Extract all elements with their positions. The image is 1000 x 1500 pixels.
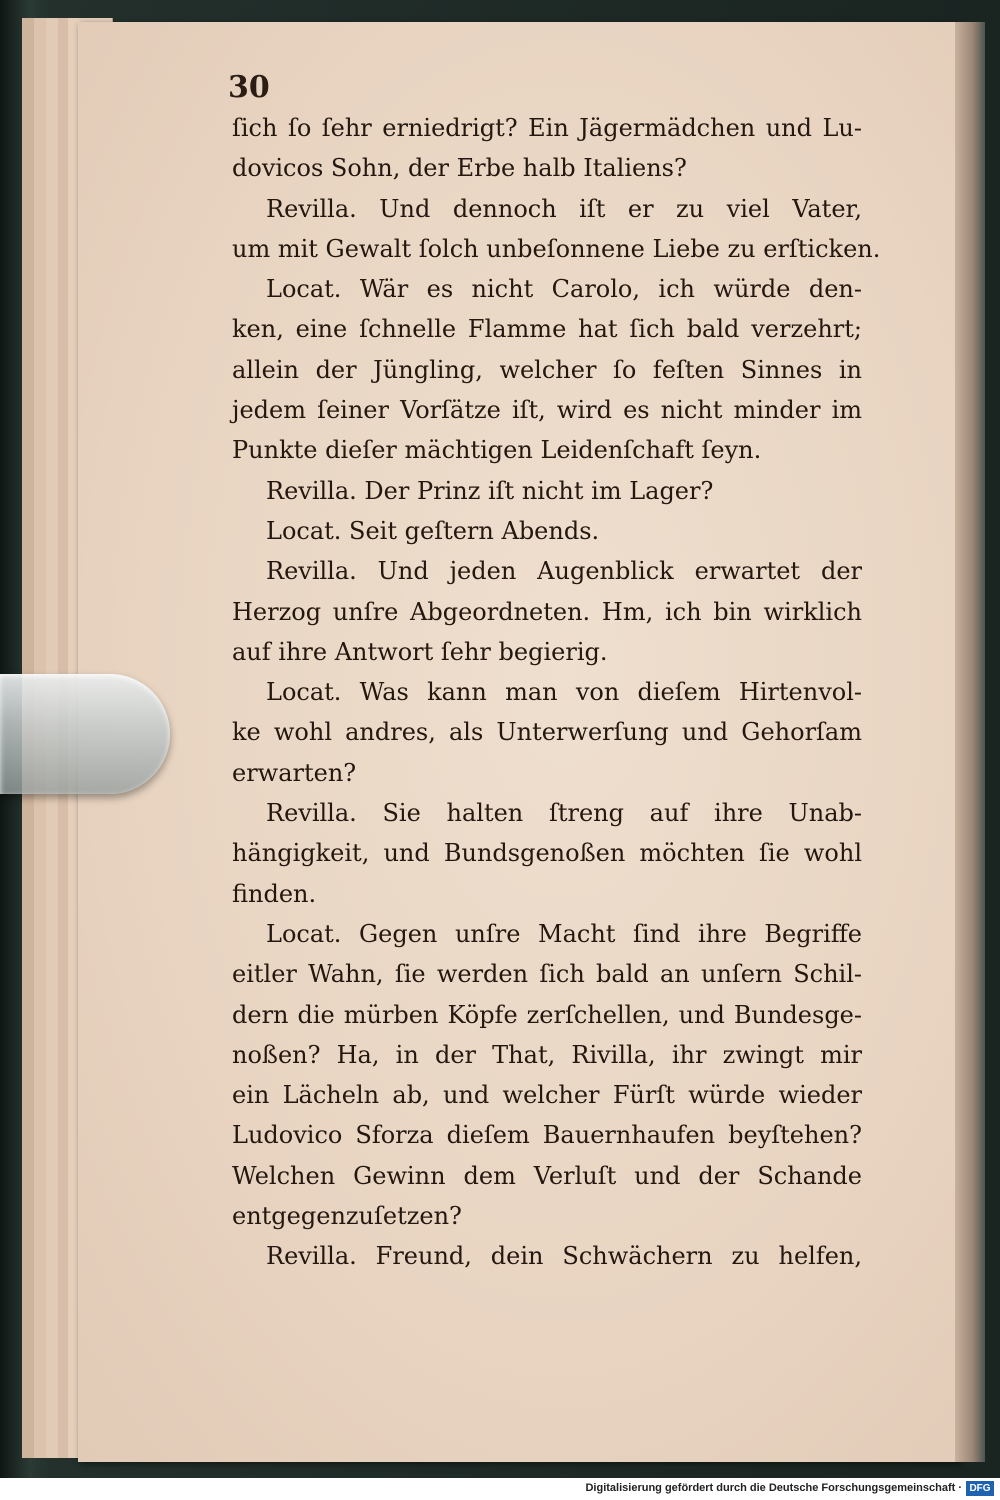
text-line: erwarten? [232, 758, 357, 787]
text-line: Revilla. Und jeden Augenblick erwartet der [266, 557, 862, 586]
text-line: Locat. Was kann man von dieſem Hirtenvol- [266, 678, 862, 707]
text-line: eitler Wahn, ſie werden ſich bald an unſern Schil- [232, 960, 862, 989]
text-line: Ludovico Sforza dieſem Bauernhaufen beyſtehen? [232, 1121, 862, 1150]
text-line: Locat. Wär es nicht Carolo, ich würde den- [266, 275, 862, 304]
text-line: allein der Jüngling, welcher ſo feſten Sinnes in [232, 355, 862, 384]
text-line: hängigkeit, und Bundsgenoßen möchten ſie wohl [232, 839, 862, 868]
page-holder-clip [0, 674, 170, 794]
text-line: ken, eine ſchnelle Flamme hat ſich bald verzehrt; [232, 315, 862, 344]
text-line: Revilla. Freund, dein Schwächern zu helfen, [266, 1242, 862, 1271]
text-line: um mit Gewalt ſolch unbeſonnene Liebe zu erſticken. [232, 234, 881, 263]
footer-bar [0, 1478, 1000, 1500]
text-line: auf ihre Antwort ſehr begierig. [232, 637, 608, 666]
text-line: Punkte dieſer mächtigen Leidenſchaft ſeyn. [232, 436, 762, 465]
text-line: finden. [232, 879, 317, 908]
text-line: ein Lächeln ab, und welcher Fürſt würde wieder [232, 1081, 862, 1110]
dfg-logo: DFG [966, 1481, 994, 1496]
page-number: 30 [228, 70, 270, 105]
text-line: Revilla. Der Prinz iſt nicht im Lager? [266, 476, 714, 505]
text-line: entgegenzuſetzen? [232, 1202, 462, 1231]
text-line: Revilla. Und dennoch iſt er zu viel Vater, [266, 194, 862, 223]
text-line: noßen? Ha, in der That, Rivilla, ihr zwingt mir [232, 1040, 862, 1069]
text-line: dern die mürben Köpfe zerſchellen, und Bundesge- [232, 1000, 862, 1029]
text-line: Welchen Gewinn dem Verluſt und der Schande [232, 1161, 862, 1190]
footer-credit: Digitalisierung gefördert durch die Deutsche Forschungsgemeinschaft · [585, 1482, 962, 1494]
text-line: dovicos Sohn, der Erbe halb Italiens? [232, 154, 687, 183]
page-gutter-shadow [955, 22, 985, 1462]
text-line: ke wohl andres, als Unterwerſung und Gehorſam [232, 718, 862, 747]
text-line: Locat. Seit geſtern Abends. [266, 516, 600, 545]
page-text [232, 108, 881, 1277]
text-line: ſich ſo ſehr erniedrigt? Ein Jägermädchen und Lu- [232, 114, 862, 142]
text-line: Locat. Gegen unſre Macht ſind ihre Begriffe [266, 919, 862, 948]
text-line: Revilla. Sie halten ſtreng auf ihre Unab- [266, 799, 862, 828]
text-line: jedem ſeiner Vorſätze iſt, wird es nicht minder im [232, 396, 862, 425]
text-line: Herzog unſre Abgeordneten. Hm, ich bin wirklich [232, 597, 862, 626]
